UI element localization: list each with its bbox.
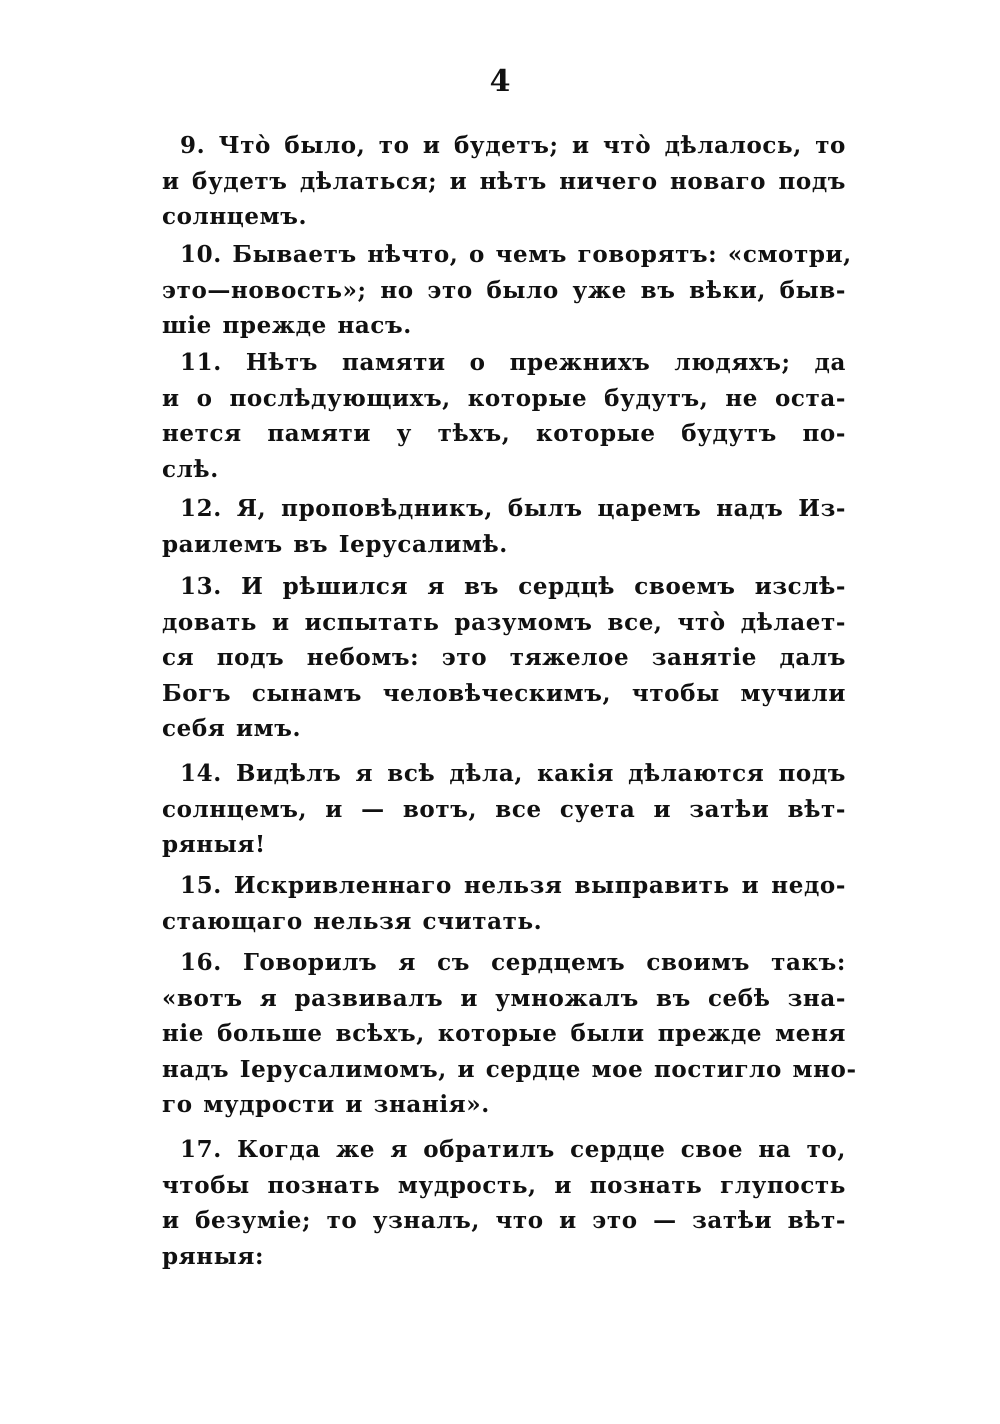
- verse-number: 15: [180, 872, 214, 899]
- verse-line: ніе больше всѣхъ, которые были прежде меня: [162, 1020, 846, 1047]
- verse-line: раилемъ въ Іерусалимѣ.: [162, 530, 508, 558]
- verse-13: [162, 569, 846, 747]
- verse-number: 17: [180, 1136, 214, 1163]
- verse-11: [162, 345, 846, 487]
- verse-line: и о послѣдующихъ, которые будутъ, не оста-: [162, 384, 846, 412]
- verse-number: 11: [180, 349, 214, 376]
- verse-12: [162, 491, 846, 562]
- verse-line: солнцемъ.: [162, 203, 308, 230]
- verse-line: это—новость»; но это было уже въ вѣки, быв-: [162, 276, 846, 304]
- verse-line: довать и испытать разумомъ все, что̀ дѣлает-: [162, 608, 846, 636]
- verse-line: 12. Я, проповѣдникъ, былъ царемъ надъ Из-: [180, 495, 846, 522]
- verse-line: чтобы познать мудрость, и познать глупость: [162, 1171, 846, 1199]
- verse-line: 9. Что̀ было, то и будетъ; и что̀ дѣлалось, то: [180, 132, 846, 159]
- verse-line: 14. Видѣлъ я всѣ дѣла, какія дѣлаются подъ: [180, 760, 846, 787]
- verse-number: 13: [180, 573, 214, 600]
- verse-number: 16: [180, 949, 214, 976]
- verse-number: 10: [180, 241, 214, 268]
- verse-line: го мудрости и знанія».: [162, 1091, 490, 1118]
- verse-line: и будетъ дѣлаться; и нѣтъ ничего новаго подъ: [162, 167, 846, 195]
- verse-9: [162, 128, 846, 235]
- verse-line: солнцемъ, и — вотъ, все суета и затѣи вѣт-: [162, 795, 846, 823]
- verse-number: 9: [180, 132, 197, 159]
- verse-number: 14: [180, 760, 214, 787]
- verse-14: [162, 756, 846, 863]
- verse-line: нется памяти у тѣхъ, которые будутъ по-: [162, 420, 846, 447]
- verse-line: Богъ сынамъ человѣческимъ, чтобы мучили: [162, 679, 846, 707]
- verse-line: 11. Нѣтъ памяти о прежнихъ людяхъ; да: [180, 349, 846, 376]
- verse-16: [162, 945, 857, 1123]
- verse-10: [162, 237, 852, 344]
- verse-line: ряныя!: [162, 831, 266, 858]
- verse-line: 17. Когда же я обратилъ сердце свое на то,: [180, 1136, 846, 1163]
- verse-15: [162, 868, 846, 939]
- verse-line: ся подъ небомъ: это тяжелое занятіе далъ: [162, 644, 846, 671]
- verse-number: 12: [180, 495, 214, 522]
- verse-line: себя имъ.: [162, 715, 302, 742]
- verse-line: 16. Говорилъ я съ сердцемъ своимъ такъ:: [180, 949, 846, 976]
- verse-line: 15. Искривленнаго нельзя выправить и недо-: [180, 872, 846, 899]
- verse-line: стающаго нельзя считать.: [162, 907, 543, 935]
- verse-17: [162, 1132, 846, 1274]
- verse-line: 13. И рѣшился я въ сердцѣ своемъ изслѣ-: [180, 573, 846, 600]
- verse-line: шіе прежде насъ.: [162, 312, 412, 339]
- verse-line: надъ Іерусалимомъ, и сердце мое постигло мно-: [162, 1055, 857, 1083]
- verse-line: 10. Бываетъ нѣчто, о чемъ говорятъ: «смотри,: [180, 241, 852, 268]
- verse-line: ряныя:: [162, 1242, 265, 1270]
- verse-line: и безуміе; то узналъ, что и это — затѣи вѣт-: [162, 1207, 846, 1234]
- page-number: 4: [489, 64, 511, 99]
- verse-line: «вотъ я развивалъ и умножалъ въ себѣ зна-: [162, 984, 846, 1012]
- verse-line: слѣ.: [162, 455, 219, 483]
